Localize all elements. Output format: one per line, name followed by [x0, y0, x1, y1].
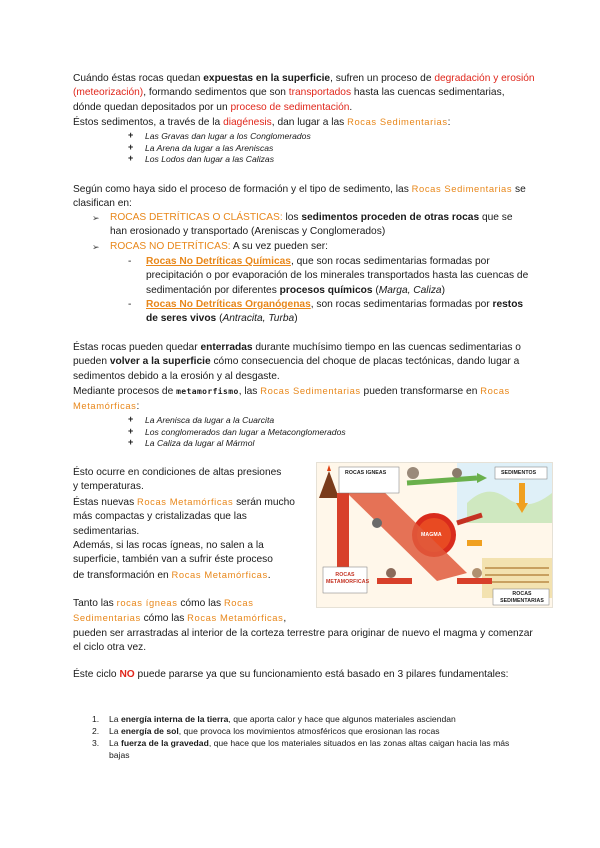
diagram-label-sediments: SEDIMENTOS	[501, 470, 537, 476]
sub-organogenic: - Rocas No Detríticas Organógenas, son rocas sedimentarias formadas por restos de seres vivos (Antracita, Turba)	[128, 299, 524, 325]
paragraph-metamorphism: Mediante procesos de metamorfismo, las Rocas Sedimentarias pueden transformarse en Rocas Metamórficas:	[73, 385, 510, 413]
class-non-detritic: ➢ ROCAS NO DETRÍTICAS: A su vez pueden ser:	[92, 240, 532, 254]
diagram-label-magma: MAGMA	[421, 532, 442, 538]
list-item: + Las Gravas dan lugar a los Conglomerados	[128, 131, 311, 143]
metamorphic-list	[128, 415, 346, 450]
diagram-label-sedimentary: ROCAS SEDIMENTARIAS	[500, 591, 544, 604]
paragraph-diagenesis: Éstos sedimentos, a través de la diagénesis, dan lugar a las Rocas Sedimentarias:	[73, 116, 451, 128]
list-item: + La Arenisca da lugar a la Cuarcita	[128, 415, 346, 427]
paragraph-burial: Éstas rocas pueden quedar enterradas durante muchísimo tiempo en las cuencas sedimentarias o pueden volver a la superficie cómo consecuencia del choque de placas tectónicas, dando lugar a sedimentos debido a la erosión y al desgaste.	[73, 342, 521, 382]
list-item: + La Caliza da lugar al Mármol	[128, 438, 346, 450]
paragraph-return-magma: Tanto las rocas ígneas cómo las Rocas Sedimentarias cómo las Rocas Metamórficas, pueden ser arrastradas al interior de la corteza terrestre para originar de nuevo el magma y comenzar el ciclo otra vez.	[73, 597, 533, 654]
diagram-label-metamorphic: ROCAS METAMORFICAS	[326, 572, 370, 585]
list-item: + Los Lodos dan lugar a las Calizas	[128, 154, 311, 166]
arrow-bullet-icon: ➢	[92, 242, 100, 252]
paragraph-conditions: Ésto ocurre en condiciones de altas presiones y temperaturas. Éstas nuevas Rocas Metamórficas serán mucho más compactas y cristalizadas que las sedimentarias. Además, si las rocas ígneas, no salen a la superficie, también van a sufrir éste proceso de transformación en Rocas Metamórficas.	[73, 467, 295, 581]
sediment-list	[128, 131, 311, 166]
paragraph-erosion: Cuándo éstas rocas quedan expuestas en la superficie, sufren un proceso de degradación y erosión (meteorización), formando sedimentos que son transportados hasta las cuencas sedimentarias, dónde quedan depositados por un proceso de sedimentación.	[73, 73, 535, 113]
rock-cycle-diagram	[316, 462, 553, 608]
list-item: 1. La energía interna de la tierra, que aporta calor y hace que algunos materiales asciendan	[92, 714, 456, 724]
list-item: 2. La energía de sol, que provoca los movimientos atmosféricos que erosionan las rocas	[92, 726, 440, 736]
diagram-label-igneous: ROCAS IGNEAS	[345, 470, 387, 476]
list-item: + Los conglomerados dan lugar a Metaconglomerados	[128, 427, 346, 439]
list-item: 3. La fuerza de la gravedad, que hace que los materiales situados en las zonas altas caigan hacia las más bajas	[92, 738, 510, 760]
pillars-list	[92, 713, 532, 761]
sub-chemical: - Rocas No Detríticas Químicas, que son rocas sedimentarias formadas por precipitación o por evaporación de los minerales transportados hasta las cuencas de sedimentación por diferentes procesos químicos (Marga, Caliza)	[128, 256, 529, 296]
class-detritic: ➢ ROCAS DETRÍTICAS O CLÁSTICAS: los sedimentos proceden de otras rocas que se han erosionado y transportado (Areniscas y Conglomerados)	[92, 212, 513, 238]
list-item: + La Arena da lugar a las Areniscas	[128, 143, 311, 155]
paragraph-classification: Según como haya sido el proceso de formación y el tipo de sedimento, las Rocas Sedimentarias se clasifican en:	[73, 183, 526, 210]
paragraph-pillars-intro: Éste ciclo NO puede pararse ya que su funcionamiento está basado en 3 pilares fundamentales:	[73, 669, 509, 680]
arrow-bullet-icon: ➢	[92, 213, 100, 223]
